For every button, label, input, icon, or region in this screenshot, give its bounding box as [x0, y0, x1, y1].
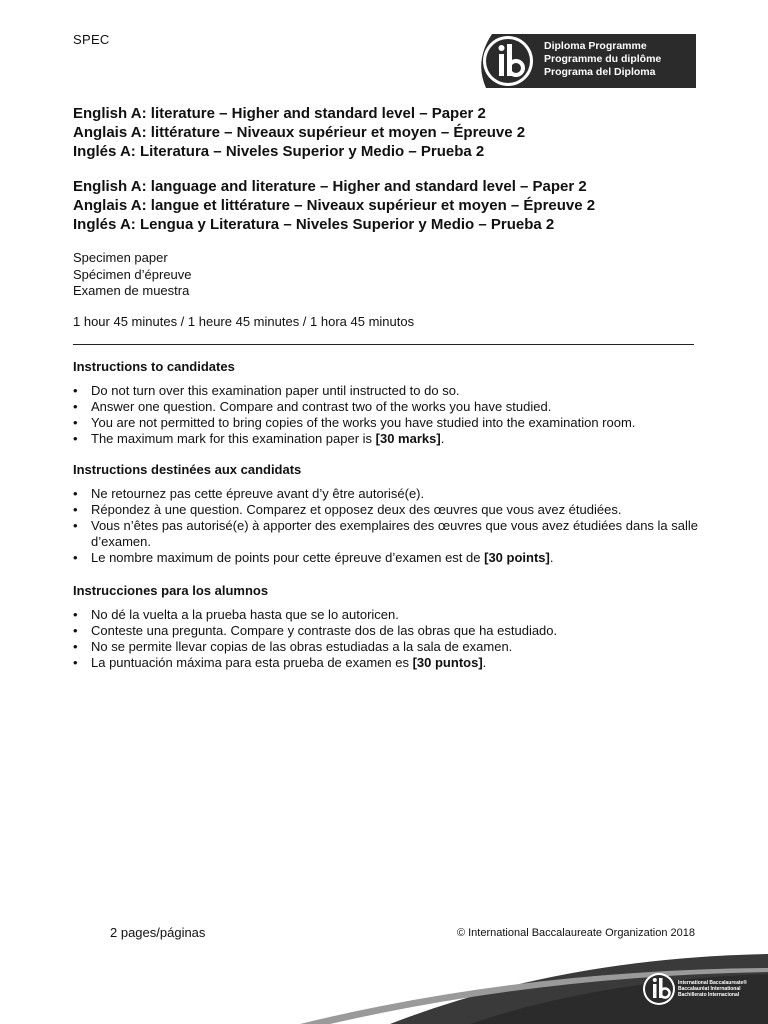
instructions-spanish — [73, 583, 703, 671]
title-line: Anglais A: langue et littérature – Niveaux supérieur et moyen – Épreuve 2 — [73, 197, 596, 214]
specimen-line: Examen de muestra — [73, 283, 190, 298]
bullet-icon: • — [73, 486, 78, 501]
ib-org-names — [678, 980, 747, 998]
bullet-icon: • — [73, 502, 78, 517]
bullet-icon: • — [73, 399, 78, 414]
max-marks: [30 marks] — [375, 431, 441, 446]
specimen-labels — [73, 250, 192, 300]
literature-titles — [73, 104, 713, 161]
org-name-fr: Baccalauréat International — [678, 986, 741, 992]
bullet-icon: • — [73, 623, 78, 638]
list-item: • Ne retournez pas cette épreuve avant d’y être autorisé(e). — [73, 486, 425, 501]
list-item: • No dé la vuelta a la prueba hasta que se lo autoricen. — [73, 607, 399, 622]
title-line: Inglés A: Lengua y Literatura – Niveles Superior y Medio – Prueba 2 — [73, 216, 555, 233]
programme-name-es: Programa del Diploma — [544, 66, 656, 78]
bullet-icon: • — [73, 550, 78, 565]
bullet-icon: • — [73, 639, 78, 654]
title-line: Anglais A: littérature – Niveaux supérieur et moyen – Épreuve 2 — [73, 124, 526, 141]
specimen-line: Specimen paper — [73, 250, 168, 265]
list-item: • No se permite llevar copias de las obras estudiadas a la sala de examen. — [73, 639, 513, 654]
exam-duration: 1 hour 45 minutes / 1 heure 45 minutes / 1 hora 45 minutos — [73, 314, 415, 329]
list-item: • Conteste una pregunta. Compare y contraste dos de las obras que ha estudiado. — [73, 623, 558, 638]
bullet-icon: • — [73, 607, 78, 622]
list-item: • The maximum mark for this examination paper is [30 marks]. — [73, 431, 445, 446]
title-line: English A: language and literature – Higher and standard level – Paper 2 — [73, 178, 587, 195]
bullet-icon: • — [73, 383, 78, 398]
programme-name-fr: Programme du diplôme — [544, 53, 662, 65]
bullet-icon: • — [73, 431, 78, 446]
programme-names — [544, 40, 661, 79]
list-item: • Vous n’êtes pas autorisé(e) à apporter des exemplaires des œuvres que vous avez étudiées dans la salle d’examen. — [73, 518, 699, 549]
page-count: 2 pages/páginas — [110, 925, 206, 940]
list-item: • You are not permitted to bring copies of the works you have studied into the examination room. — [73, 415, 636, 430]
list-item: • Do not turn over this examination paper until instructed to do so. — [73, 383, 460, 398]
language-literature-titles — [73, 177, 713, 234]
org-name-es: Bachillerato Internacional — [678, 992, 740, 998]
specimen-line: Spécimen d’épreuve — [73, 266, 192, 282]
max-marks: [30 points] — [484, 550, 550, 565]
instructions-french — [73, 462, 703, 566]
section-heading: Instructions destinées aux candidats — [73, 462, 302, 477]
section-heading: Instructions to candidates — [73, 359, 235, 374]
title-line: Inglés A: Literatura – Niveles Superior y Medio – Prueba 2 — [73, 143, 485, 160]
spec-label: SPEC — [73, 32, 110, 47]
programme-name-en: Diploma Programme — [544, 40, 647, 52]
bullet-icon: • — [73, 655, 78, 670]
bullet-icon: • — [73, 415, 78, 430]
list-item: • La puntuación máxima para esta prueba de examen es [30 puntos]. — [73, 655, 487, 670]
footer-swoosh — [0, 950, 768, 1024]
bullet-icon: • — [73, 518, 78, 533]
org-name-en: International Baccalaureate® — [678, 980, 747, 986]
instructions-english — [73, 359, 703, 447]
title-line: English A: literature – Higher and standard level – Paper 2 — [73, 105, 486, 122]
section-heading: Instrucciones para los alumnos — [73, 583, 269, 598]
max-marks: [30 puntos] — [412, 655, 483, 670]
list-item: • Répondez à une question. Comparez et opposez deux des œuvres que vous avez étudiées. — [73, 502, 622, 517]
list-item: • Answer one question. Compare and contrast two of the works you have studied. — [73, 399, 552, 414]
divider — [73, 344, 694, 345]
list-item: • Le nombre maximum de points pour cette épreuve d’examen est de [30 points]. — [73, 550, 554, 565]
copyright: © International Baccalaureate Organization 2018 — [456, 927, 695, 939]
